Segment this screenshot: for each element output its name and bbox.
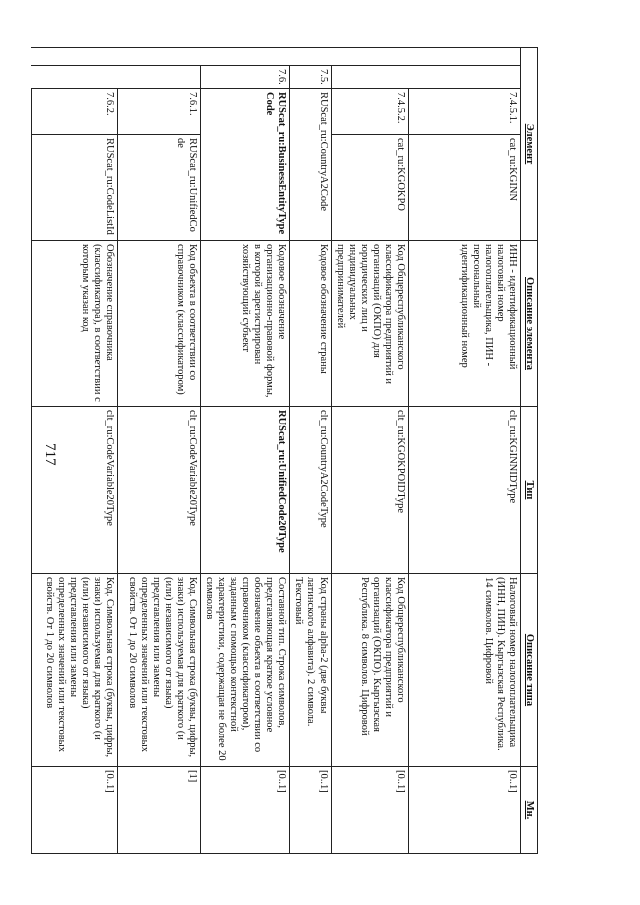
element-type: clt_ru:KGINNIDType bbox=[408, 407, 520, 574]
table-row bbox=[290, 48, 331, 854]
header-element: Элемент bbox=[520, 48, 537, 241]
element-description: Код Общереспубликанского классификатора предприятий и организаций (ОКПО) для юридических лиц и индивидуальных предпринимателей bbox=[331, 241, 408, 407]
multiplicity: [0..1] bbox=[290, 767, 331, 854]
indent-cell bbox=[31, 48, 117, 66]
indent-cell bbox=[200, 48, 289, 66]
page-number: 717 bbox=[42, 443, 58, 466]
indent-cell bbox=[290, 48, 331, 66]
element-type: clt_ru:CodeVariable20Type bbox=[31, 407, 117, 574]
table-row bbox=[200, 48, 289, 854]
element-name: RUScat_ru:BusinessEntityTypeCode bbox=[200, 89, 289, 241]
table-row bbox=[408, 48, 520, 854]
element-name: RUScat_ru:CodeListId bbox=[31, 135, 117, 241]
element-description: Кодовое обозначение страны bbox=[290, 241, 331, 407]
table-row bbox=[331, 48, 408, 854]
multiplicity: [0..1] bbox=[408, 767, 520, 854]
element-description: Обозначение справочника (классификатора), в соответствии с которым указан код bbox=[31, 241, 117, 407]
table-row bbox=[31, 48, 117, 854]
indent-cell bbox=[408, 48, 520, 66]
multiplicity: [0..1] bbox=[331, 767, 408, 854]
row-number: 7.4.5.1. bbox=[408, 89, 520, 135]
type-description: Код страны alpha-2 (две буквы латинского алфавита). 2 символа. Текстовый bbox=[290, 574, 331, 767]
row-number: 7.6.1. bbox=[117, 89, 200, 135]
multiplicity: [0..1] bbox=[31, 767, 117, 854]
element-description: Кодовое обозначение организационно-правовой формы, в которой зарегистрирован хозяйствующий субъект bbox=[200, 241, 289, 407]
element-name: cat_ru:KGINN bbox=[408, 135, 520, 241]
indent-cell bbox=[408, 66, 520, 89]
header-type-description: Описание типа bbox=[520, 574, 537, 767]
indent-cell bbox=[331, 66, 408, 89]
element-name: RUScat_ru:CountryA2Code bbox=[290, 89, 331, 241]
indent-cell bbox=[117, 66, 200, 89]
element-type: RUScat_ru:UnifiedCode20Type bbox=[200, 407, 289, 574]
type-description: Налоговый номер налогоплательщика (ИНН, ПИН). Кыргызская Республика. 14 символов. Цифровой bbox=[408, 574, 520, 767]
indent-cell bbox=[117, 48, 200, 66]
type-description: Код. Символьная строка (буквы, цифры, знаки) используемая для краткого (и (или) независимого от языка) представления или замены определенных значений или текстовых свойств. От 1 до 20 символов bbox=[117, 574, 200, 767]
element-description: Код объекта в соответствии со справочником (классификатором) bbox=[117, 241, 200, 407]
element-type: clt_ru:CodeVariable20Type bbox=[117, 407, 200, 574]
element-name: RUScat_ru:UnifiedCode bbox=[117, 135, 200, 241]
row-number: 7.6. bbox=[200, 66, 289, 89]
table-row bbox=[117, 48, 200, 854]
row-number: 7.6.2. bbox=[31, 89, 117, 135]
element-type: clt_ru:CountryA2CodeType bbox=[290, 407, 331, 574]
multiplicity: [0..1] bbox=[200, 767, 289, 854]
header-element-description: Описание элемента bbox=[520, 241, 537, 407]
multiplicity: [1] bbox=[117, 767, 200, 854]
header-type: Тип bbox=[520, 407, 537, 574]
row-number: 7.4.5.2. bbox=[331, 89, 408, 135]
type-description: Код Общереспубликанского классификатора предприятий и организаций (ОКПО). Кыргызская Республика. 8 символов. Цифровой bbox=[331, 574, 408, 767]
type-description: Код. Символьная строка (буквы, цифры, знаки) используемая для краткого (и (или) независимого от языка) представления или замены определенных значений или текстовых свойств. От 1 до 20 символов bbox=[31, 574, 117, 767]
schema-table bbox=[31, 47, 538, 854]
element-name: cat_ru:KGOKPO bbox=[331, 135, 408, 241]
indent-cell bbox=[331, 48, 408, 66]
header-multiplicity: Мн. bbox=[520, 767, 537, 854]
indent-cell bbox=[31, 66, 117, 89]
table-header-row bbox=[520, 48, 537, 854]
type-description: Составной тип. Строка символов, представляющая краткое условное обозначение объекта в соответствии со справочником (классификатором), заданным с помощью контекстной характеристики, содержащая не более 20 символов bbox=[200, 574, 289, 767]
element-description: ИНН - идентификационный налоговый номер налогоплательщика, ПИН - персональный идентификационный номер bbox=[408, 241, 520, 407]
row-number: 7.5. bbox=[290, 66, 331, 89]
element-type: clt_ru:KGOKPOIDType bbox=[331, 407, 408, 574]
